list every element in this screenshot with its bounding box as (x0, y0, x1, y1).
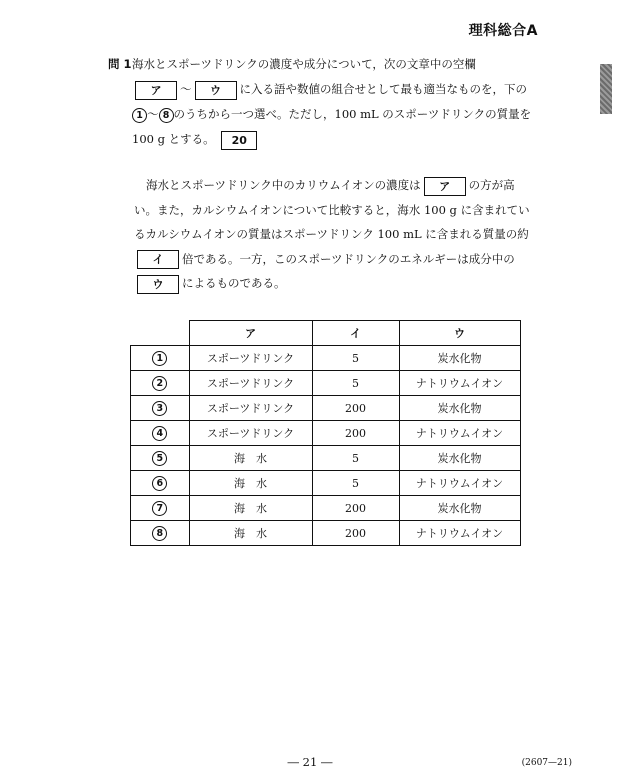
passage-line-2: い。また，カルシウムイオンについて比較すると，海水 100 g に含まれてい (134, 202, 530, 217)
table-row (131, 396, 521, 421)
cell-a: スポーツドリンク (189, 346, 312, 371)
question-number: 問 1 (108, 57, 132, 71)
passage-blank-i: イ (137, 250, 179, 269)
page-number: ― 21 ― (287, 755, 333, 769)
table-row (131, 471, 521, 496)
choice-number-icon: 1 (132, 108, 147, 123)
choice-number-icon: 6 (152, 476, 167, 491)
table-row (131, 421, 521, 446)
choice-number-icon: 8 (159, 108, 174, 123)
answer-choices-table (130, 320, 521, 546)
cell-i: 200 (312, 496, 399, 521)
cell-u: ナトリウムイオン (399, 471, 520, 496)
choice-number-icon: 1 (152, 351, 167, 366)
question-line-1: 問 1 海水とスポーツドリンクの濃度や成分について，次の文章中の空欄 (110, 52, 560, 77)
choice-number-icon: 5 (152, 451, 167, 466)
cell-u: ナトリウムイオン (399, 421, 520, 446)
passage-line-3: るカルシウムイオンの質量はスポーツドリンク 100 mL に含まれる質量の約 (134, 227, 529, 241)
header-i: イ (312, 321, 399, 346)
question-line-3: 1 〜 8 のうちから一つ選べ。ただし，100 mL のスポーツドリンクの質量を (110, 102, 560, 127)
header-blank-cell (131, 321, 190, 346)
cell-a: スポーツドリンク (189, 421, 312, 446)
table-row (131, 496, 521, 521)
cell-u: ナトリウムイオン (399, 521, 520, 546)
cell-u: 炭水化物 (399, 446, 520, 471)
table-header-row (131, 321, 521, 346)
cell-a: スポーツドリンク (189, 396, 312, 421)
passage (134, 173, 554, 296)
header-a: ア (189, 321, 312, 346)
passage-blank-a: ア (424, 177, 466, 196)
cell-a: 海 水 (189, 496, 312, 521)
subject-title: 理科総合A (468, 23, 538, 39)
document-code: (2607—21) (521, 758, 572, 768)
cell-i: 5 (312, 346, 399, 371)
table-row (131, 521, 521, 546)
passage-blank-u: ウ (137, 275, 179, 294)
choice-number-icon: 8 (152, 526, 167, 541)
table-row (131, 346, 521, 371)
cell-i: 5 (312, 446, 399, 471)
header-u: ウ (399, 321, 520, 346)
cell-u: 炭水化物 (399, 396, 520, 421)
cell-i: 200 (312, 396, 399, 421)
choice-number-icon: 2 (152, 376, 167, 391)
question-line-2: ア 〜 ウ に入る語や数値の組合せとして最も適当なものを，下の (110, 77, 560, 102)
cell-a: 海 水 (189, 521, 312, 546)
table-row (131, 446, 521, 471)
choice-number-icon: 4 (152, 426, 167, 441)
choice-number-icon: 3 (152, 401, 167, 416)
passage-line-4: イ 倍である。一方，このスポーツドリンクのエネルギーは成分中の (134, 247, 554, 272)
cell-i: 5 (312, 471, 399, 496)
cell-a: スポーツドリンク (189, 371, 312, 396)
passage-line-1: 海水とスポーツドリンク中のカリウムイオンの濃度は ア の方が高 (134, 173, 554, 198)
choice-number-icon: 7 (152, 501, 167, 516)
cell-u: 炭水化物 (399, 346, 520, 371)
cell-u: 炭水化物 (399, 496, 520, 521)
section-index-tab (600, 64, 612, 114)
blank-box-u: ウ (195, 81, 237, 100)
cell-a: 海 水 (189, 471, 312, 496)
question-line-4: 100 g とする。 20 (110, 127, 560, 152)
cell-i: 5 (312, 371, 399, 396)
answer-number-box: 20 (221, 131, 257, 150)
cell-i: 200 (312, 521, 399, 546)
passage-line-5: ウ によるものである。 (134, 271, 554, 296)
table-row (131, 371, 521, 396)
cell-i: 200 (312, 421, 399, 446)
question-stem (110, 52, 560, 152)
cell-u: ナトリウムイオン (399, 371, 520, 396)
cell-a: 海 水 (189, 446, 312, 471)
blank-box-a: ア (135, 81, 177, 100)
